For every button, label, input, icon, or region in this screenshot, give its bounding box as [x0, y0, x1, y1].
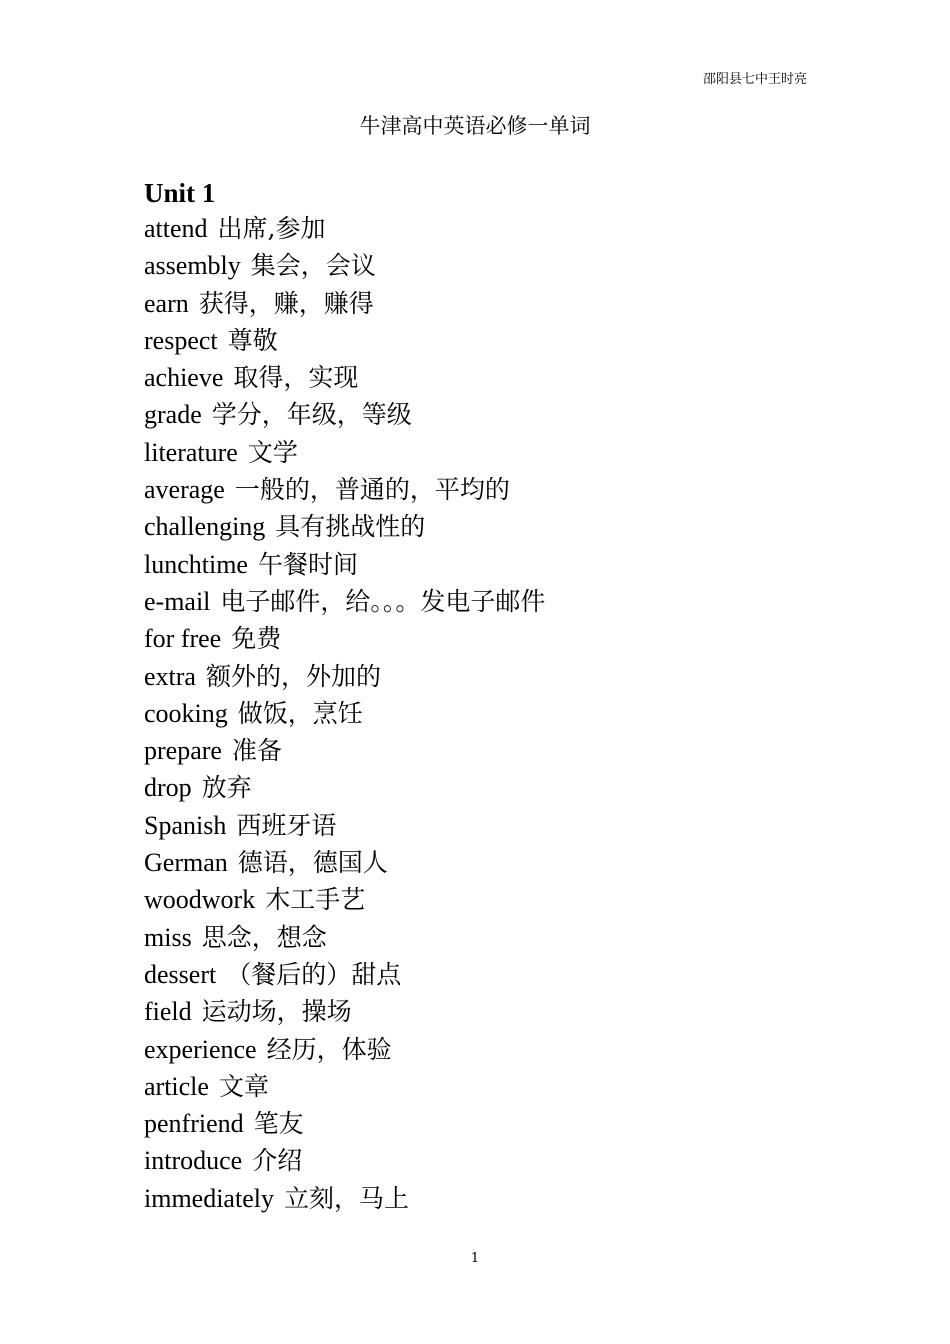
vocab-item	[144, 508, 545, 545]
vocab-word: German	[144, 848, 228, 878]
vocab-meaning: 具有挑战性的	[275, 512, 426, 542]
vocab-meaning: 获得，赚，赚得	[198, 288, 374, 318]
vocab-meaning: 笔友	[253, 1109, 304, 1139]
vocab-word: woodwork	[144, 885, 256, 915]
vocab-meaning: 立刻，马上	[283, 1183, 409, 1213]
vocab-meaning: 学分，年级，等级	[211, 400, 412, 430]
vocab-meaning: 运动场，操场	[201, 997, 352, 1027]
vocab-word: respect	[144, 325, 218, 355]
vocab-item	[144, 1105, 545, 1142]
vocab-word: achieve	[144, 363, 224, 393]
vocab-meaning: 西班牙语	[236, 810, 337, 840]
page-number: 1	[470, 1251, 480, 1266]
vocab-meaning: 尊敬	[227, 325, 278, 355]
vocab-item	[144, 471, 545, 508]
vocab-word: grade	[144, 400, 202, 430]
vocabulary-list	[144, 210, 545, 1217]
vocab-meaning: 出席,参加	[217, 214, 326, 243]
vocab-word: Spanish	[144, 810, 227, 840]
vocab-meaning: 文章	[218, 1071, 269, 1101]
vocab-item	[144, 881, 545, 918]
vocab-meaning: 免费	[231, 624, 282, 654]
vocab-word: average	[144, 475, 225, 505]
vocab-word: assembly	[144, 251, 241, 281]
vocab-word: lunchtime	[144, 549, 248, 579]
vocab-meaning: 思念，想念	[201, 922, 327, 952]
vocab-word: drop	[144, 773, 192, 803]
vocab-word: dessert	[144, 959, 217, 989]
vocab-word: penfriend	[144, 1109, 244, 1139]
vocab-item	[144, 247, 545, 284]
vocab-meaning: 额外的，外加的	[205, 661, 381, 691]
vocab-item	[144, 956, 545, 993]
vocab-meaning: 午餐时间	[257, 549, 358, 579]
vocab-meaning: 做饭，烹饪	[237, 698, 363, 728]
vocab-word: experience	[144, 1034, 257, 1064]
vocab-meaning: 介绍	[252, 1146, 303, 1176]
vocab-word: introduce	[144, 1146, 243, 1176]
vocab-item	[144, 769, 545, 806]
vocab-word: e-mail	[144, 586, 211, 616]
vocab-meaning: 德语，德国人	[237, 848, 388, 878]
vocab-item	[144, 658, 545, 695]
vocab-item	[144, 620, 545, 657]
vocab-item	[144, 546, 545, 583]
vocab-word: article	[144, 1071, 209, 1101]
vocab-word: for free	[144, 624, 222, 654]
document-title: 牛津高中英语必修一单词	[359, 114, 591, 138]
vocab-item	[144, 732, 545, 769]
vocab-word: field	[144, 997, 192, 1027]
vocab-item	[144, 919, 545, 956]
vocab-word: extra	[144, 661, 196, 691]
vocab-item	[144, 322, 545, 359]
unit-heading: Unit 1	[144, 178, 216, 208]
vocab-item	[144, 434, 545, 471]
vocab-meaning: 准备	[231, 736, 282, 766]
vocab-word: literature	[144, 437, 238, 467]
vocab-word: cooking	[144, 698, 228, 728]
vocab-item	[144, 285, 545, 322]
vocab-item	[144, 1031, 545, 1068]
vocab-item	[144, 583, 545, 620]
vocab-meaning: 集会，会议	[250, 251, 376, 281]
vocab-word: prepare	[144, 736, 222, 766]
vocab-item	[144, 807, 545, 844]
vocab-meaning: 木工手艺	[265, 885, 366, 915]
vocab-item	[144, 695, 545, 732]
vocab-word: attend	[144, 214, 208, 243]
vocab-item	[144, 1180, 545, 1217]
vocab-item	[144, 1068, 545, 1105]
vocab-word: earn	[144, 288, 189, 318]
vocab-item	[144, 993, 545, 1030]
vocab-item	[144, 359, 545, 396]
vocab-word: challenging	[144, 512, 266, 542]
vocab-meaning: （餐后的）甜点	[226, 959, 402, 989]
vocab-word: miss	[144, 922, 192, 952]
vocab-meaning: 放弃	[201, 773, 252, 803]
vocab-word: immediately	[144, 1183, 274, 1213]
vocab-item	[144, 1142, 545, 1179]
vocab-item	[144, 844, 545, 881]
vocab-meaning: 文学	[247, 437, 298, 467]
vocab-meaning: 一般的，普通的，平均的	[234, 475, 510, 505]
vocab-meaning: 经历，体验	[266, 1034, 392, 1064]
vocab-item	[144, 210, 545, 247]
header-author: 邵阳县七中王时亮	[702, 72, 807, 87]
vocab-item	[144, 396, 545, 433]
vocab-meaning: 取得，实现	[233, 363, 359, 393]
vocab-meaning: 电子邮件，给。。。发电子邮件	[220, 586, 546, 616]
